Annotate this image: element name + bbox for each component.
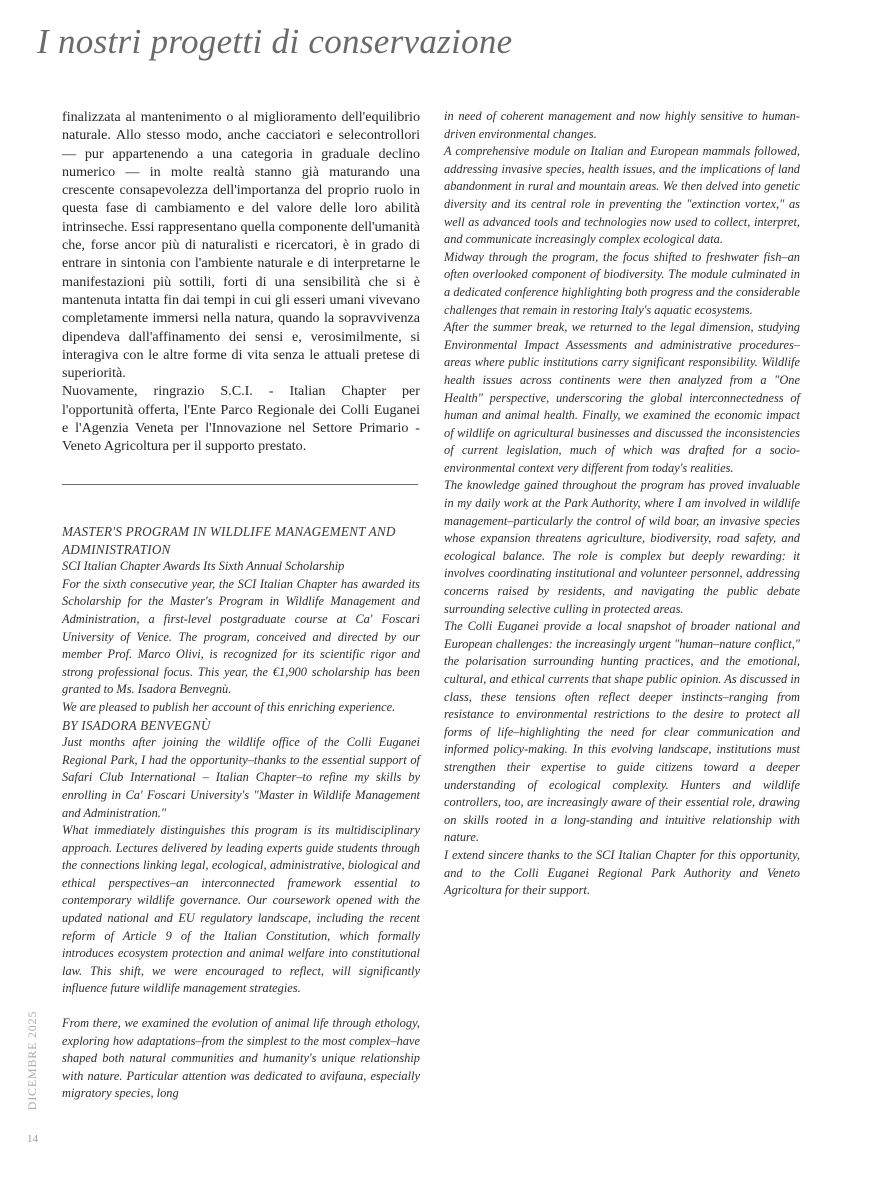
italian-paragraph: finalizzata al mantenimento o al miglioramento dell'equilibrio naturale. Allo stesso modo, anche cacciatori e selecontrollori — pur appartenendo a una categoria in graduale declino numerico — in molte realtà stanno già maturando una crescente consapevolezza dell'importanza del proprio ruolo in questa fase di cambiamento e del valore delle loro abilità intrinseche. Essi rappresentano quella componente dell'umanità che, forse ancor più di naturalisti e ricercatori, è in grado di entrare in sintonia con l'ambiente naturale e di interpretarne le manifestazioni più sottili, forti di una sensibilità che si è mantenuta intatta fin dai tempi in cui gli esseri umani vivevano completamente immersi nella natura, quando la sopravvivenza dipendeva dall'affinamento dei sensi e, verosimilmente, si interagiva con le altre forme di vita senza le attuali pretese di superiorità. <box>62 109 420 382</box>
italian-text-column <box>62 108 420 456</box>
article-right-column <box>444 108 800 900</box>
issue-date: DICEMBRE 2025 <box>25 1010 40 1110</box>
article-intro: For the sixth consecutive year, the SCI Italian Chapter has awarded its Scholarship for the Master's Program in Wildlife Management and Administration, a first-level postgraduate course at Ca' Foscari University of Venice. The program, conceived and directed by our member Prof. Marco Olivi, is recognized for its scientific rigor and strong professional focus. This year, the €1,900 scholarship has been granted to Ms. Isadora Benvegnù. <box>62 576 420 697</box>
italian-paragraph: Nuovamente, ringrazio S.C.I. - Italian Chapter per l'opportunità offerta, l'Ente Parco Regionale dei Colli Euganei e l'Agenzia Veneta per l'Innovazione nel Settore Primario - Veneto Agricoltura per il supporto prestato. <box>62 383 420 455</box>
section-divider <box>62 484 418 485</box>
article-heading: MASTER'S PROGRAM IN WILDLIFE MANAGEMENT AND ADMINISTRATION <box>62 524 396 557</box>
page-number: 14 <box>27 1133 38 1145</box>
article-paragraph: in need of coherent management and now highly sensitive to human-driven environmental changes. <box>444 109 800 141</box>
article-paragraph: What immediately distinguishes this program is its multidisciplinary approach. Lectures delivered by leading experts guide students through the connections linking legal, ecological, administrative, biological and ethical perspectives–an interconnected framework essential to contemporary wildlife governance. Our coursework opened with the updated national and EU regulatory landscape, including the recent reform of Article 9 of the Italian Constitution, which formally introduces ecosystem protection and animal welfare into constitutional law. This shift, we were encouraged to reflect, will significantly influence future wildlife management strategies. <box>62 823 420 996</box>
article-paragraph: After the summer break, we returned to the legal dimension, studying Environmental Impact Assessments and administrative procedures–areas where public institutions carry significant responsibility. Wildlife health issues across continents were then analyzed from a "One Health" perspective, underscoring the global interconnectedness of human and animal health. Finally, we examined the economic impact of wildlife on agricultural businesses and discussed the inconsistencies of current legislation, much of which was drafted for a socio-environmental context very different from today's realities. <box>444 320 800 475</box>
article-paragraph: Midway through the program, the focus shifted to freshwater fish–an often overlooked component of biodiversity. The module culminated in a dedicated conference highlighting both progress and the considerable challenges that remain in restoring Italy's aquatic ecosystems. <box>444 249 800 317</box>
article-paragraph: From there, we examined the evolution of animal life through ethology, exploring how adaptations–from the simplest to the most complex–have shaped both natural communities and humanity's unique relationship with nature. Particular attention was dedicated to avifauna, especially migratory species, long <box>62 1016 420 1101</box>
page-title: I nostri progetti di conservazione <box>37 22 513 61</box>
article-intro-2: We are pleased to publish her account of this enriching experience. <box>62 699 396 714</box>
issue-date-sidebar <box>22 1000 44 1120</box>
article-paragraph: A comprehensive module on Italian and European mammals followed, addressing invasive species, health issues, and the implications of land abandonment in rural and mountain areas. We then delved into genetic diversity and its central role in preventing the "extinction vortex," as well as advanced tools and technologies now used to collect, interpret, and communicate increasingly complex ecological data. <box>444 144 800 247</box>
article-paragraph: Just months after joining the wildlife office of the Colli Euganei Regional Park, I had the opportunity–thanks to the essential support of Safari Club International – Italian Chapter–to refine my skills by enrolling in Ca' Foscari University's "Master in Wildlife Management and Administration." <box>62 735 420 820</box>
article-paragraph: I extend sincere thanks to the SCI Italian Chapter for this opportunity, and to the Colli Euganei Regional Park Authority and Veneto Agricoltura for their support. <box>444 847 800 898</box>
article-paragraph: The Colli Euganei provide a local snapshot of broader national and European challenges: the increasingly urgent "human–nature conflict," the polarisation surrounding hunting practices, and the emotional, cultural, and ethical currents that shape public opinion. As discussed in class, these tensions often reflect deeper instincts–ranging from resistance to environmental restrictions to the desire to protect all forms of life–highlighting the need for clear communication and informed policy-making. In this evolving landscape, institutions must strengthen their expertise to guide citizens toward a deeper understanding of ecological complexity. Hunters and wildlife controllers, too, are increasingly aware of their essential role, drawing on skills rooted in a long-standing and intuitive relationship with nature. <box>444 619 800 845</box>
article-paragraph: The knowledge gained throughout the program has proved invaluable in my daily work at the Park Authority, where I am involved in wildlife management–particularly the control of wild boar, an invasive species whose expansion threatens agriculture, biodiversity, road safety, and ecological balance. The role is complex but deeply rewarding: it involves coordinating institutional and volunteer personnel, addressing concerns raised by residents, and navigating the public debate surrounding selective culling in protected areas. <box>444 478 800 616</box>
article-left-column <box>62 523 420 1103</box>
paragraph-gap <box>62 998 420 1015</box>
article-subheading: SCI Italian Chapter Awards Its Sixth Annual Scholarship <box>62 559 345 574</box>
article-byline: BY ISADORA BENVEGNÙ <box>62 717 211 733</box>
